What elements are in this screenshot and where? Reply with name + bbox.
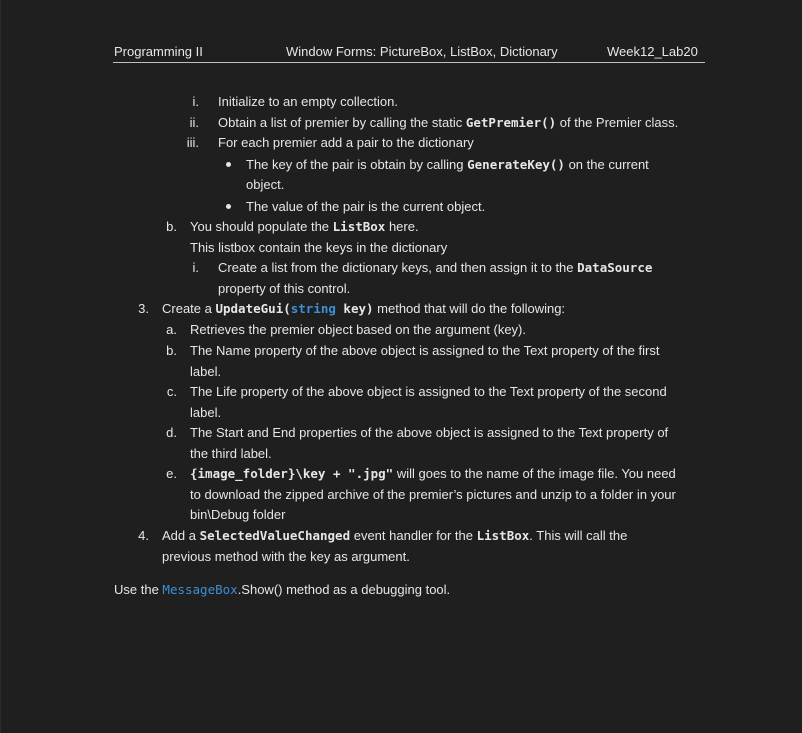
- marker-3a: a.: [166, 322, 177, 337]
- item-b-line2: This listbox contain the keys in the dictionary: [190, 240, 448, 255]
- item-b-sub-pre: Create a list from the dictionary keys, and then assign it to the: [218, 260, 578, 275]
- marker-3b: b.: [166, 343, 177, 358]
- code-getpremier: GetPremier(): [465, 115, 557, 130]
- item-b-pre: You should populate the: [190, 219, 333, 234]
- item-3e-line2: to download the zipped archive of the premier’s pictures and unzip to a folder in your: [190, 487, 676, 502]
- item-3b-continued: label.: [190, 364, 222, 379]
- code-updategui: UpdateGui(: [215, 301, 291, 316]
- marker-ii: ii.: [189, 115, 199, 130]
- sub-item-ii-post: of the Premier class.: [556, 115, 679, 130]
- marker-iii: iii.: [186, 135, 199, 150]
- header-week: Week12_Lab20: [607, 44, 698, 59]
- item-3d: The Start and End properties of the above object is assigned to the Text property of: [190, 425, 669, 440]
- marker-3e: e.: [166, 466, 177, 481]
- debug-note-pre: Use the: [114, 582, 163, 597]
- item-3-pre: Create a: [162, 301, 216, 316]
- code-messagebox: MessageBox: [162, 582, 238, 597]
- item-3e: [190, 465, 676, 483]
- sub-item-ii: [218, 114, 678, 132]
- bullet-1-continued: object.: [246, 177, 285, 192]
- item-4-mid: event handler for the: [350, 528, 477, 543]
- bullet-1-post: on the current: [564, 157, 649, 172]
- code-selectedvaluechanged: SelectedValueChanged: [199, 528, 351, 543]
- code-key-param: key): [335, 301, 374, 316]
- code-datasource: DataSource: [577, 260, 653, 275]
- marker-b: b.: [166, 219, 177, 234]
- code-keyword-string: string: [290, 301, 336, 316]
- page-header: [113, 44, 705, 63]
- sub-item-ii-pre: Obtain a list of premier by calling the static: [218, 115, 466, 130]
- marker-b-i: i.: [192, 260, 199, 275]
- item-3: [162, 300, 565, 318]
- bullet-dot-2: [226, 204, 231, 209]
- item-4-post: . This will call the: [529, 528, 628, 543]
- item-3c-continued: label.: [190, 405, 222, 420]
- bullet-2: The value of the pair is the current object.: [246, 199, 486, 214]
- item-3b: The Name property of the above object is assigned to the Text property of the first: [190, 343, 660, 358]
- item-b-sub: [218, 259, 652, 277]
- item-4: [162, 527, 627, 545]
- debug-note: [114, 581, 450, 599]
- item-3-post: method that will do the following:: [373, 301, 566, 316]
- code-listbox-2: ListBox: [476, 528, 530, 543]
- bullet-dot-1: [226, 162, 231, 167]
- item-b-sub-continued: property of this control.: [218, 281, 351, 296]
- item-3a: Retrieves the premier object based on the argument (key).: [190, 322, 527, 337]
- sub-item-i: Initialize to an empty collection.: [218, 94, 398, 109]
- marker-3d: d.: [166, 425, 177, 440]
- item-4-continued: previous method with the key as argument.: [162, 549, 410, 564]
- debug-note-post: .Show() method as a debugging tool.: [237, 582, 451, 597]
- header-topic: Window Forms: PictureBox, ListBox, Dictionary: [286, 44, 558, 59]
- code-generatekey: GenerateKey(): [467, 157, 565, 172]
- marker-i: i.: [192, 94, 199, 109]
- item-4-pre: Add a: [162, 528, 200, 543]
- code-listbox: ListBox: [332, 219, 386, 234]
- item-3e-line3: bin\Debug folder: [190, 507, 286, 522]
- code-image-path: {image_folder}\key + ".jpg": [190, 466, 394, 481]
- sub-item-iii: For each premier add a pair to the dictionary: [218, 135, 474, 150]
- marker-3c: c.: [166, 384, 177, 399]
- header-course: Programming II: [114, 44, 203, 59]
- marker-4: 4.: [138, 528, 149, 543]
- item-3c: The Life property of the above object is assigned to the Text property of the second: [190, 384, 667, 399]
- bullet-1-pre: The key of the pair is obtain by calling: [246, 157, 468, 172]
- marker-3: 3.: [138, 301, 149, 316]
- item-3d-continued: the third label.: [190, 446, 272, 461]
- item-3e-post: will goes to the name of the image file. You need: [393, 466, 676, 481]
- item-b: [190, 218, 419, 236]
- item-b-post: here.: [385, 219, 419, 234]
- bullet-1: [246, 156, 649, 174]
